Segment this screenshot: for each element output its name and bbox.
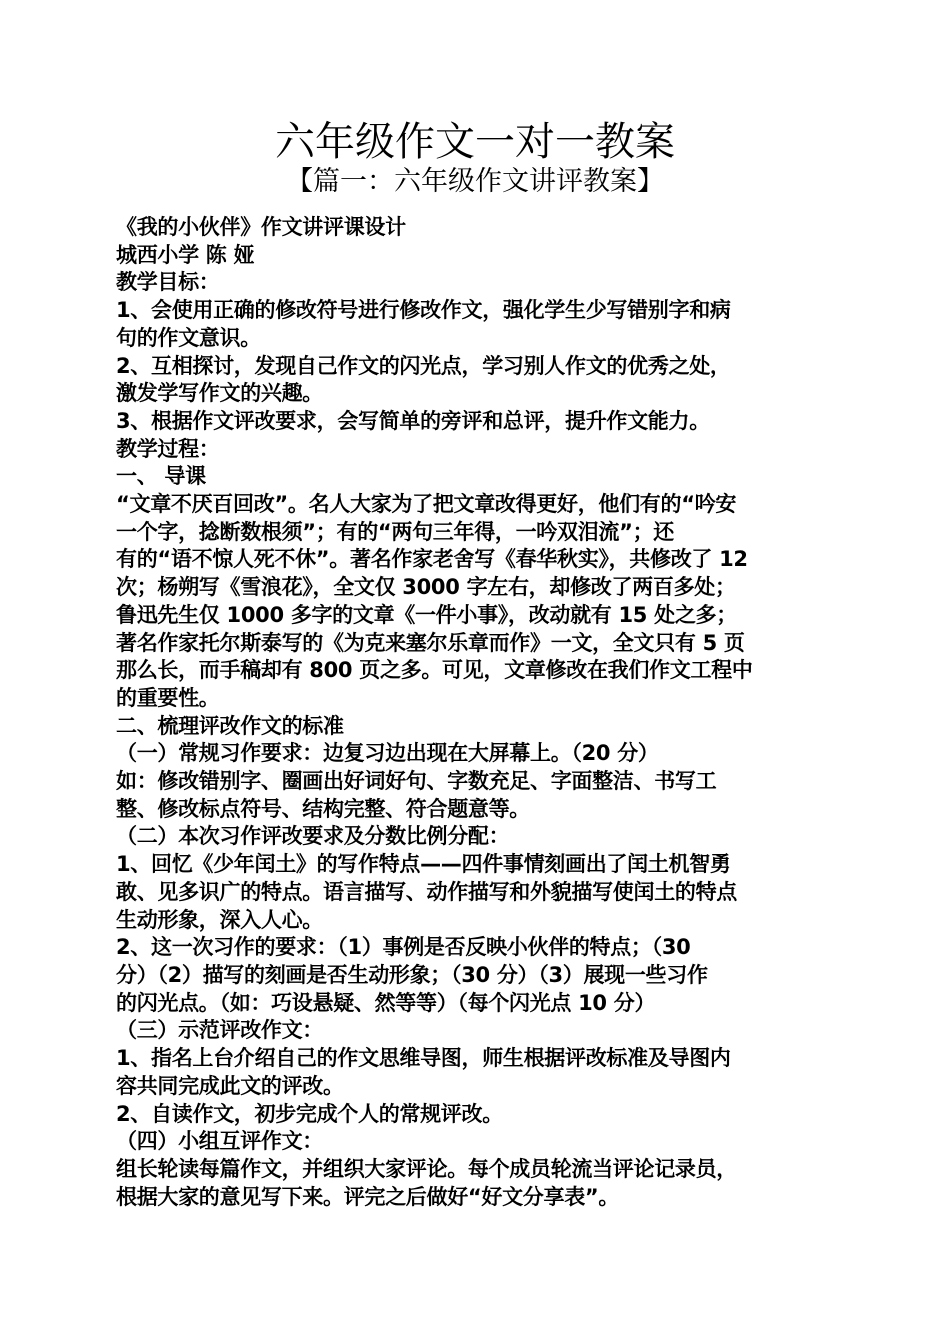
text-line: 组长轮读每篇作文，并组织大家评论。每个成员轮流当评论记录员， <box>116 1156 737 1181</box>
text-line: 整、修改标点符号、结构完整、符合题意等。 <box>116 796 530 821</box>
text-line: 那么长，而手稿却有 800 页之多。可见，文章修改在我们作文工程中 <box>116 658 753 683</box>
document-body <box>116 214 840 1211</box>
page-title: 六年级作文一对一教案 <box>275 119 675 165</box>
page-subtitle: 【篇一：六年级作文讲评教案】 <box>286 166 664 197</box>
text-line: （四）小组互评作文： <box>116 1129 323 1154</box>
text-line: 激发学写作文的兴趣。 <box>116 381 323 406</box>
text-line: 根据大家的意见写下来。评完之后做好“好文分享表”。 <box>116 1184 620 1209</box>
text-line: 容共同完成此文的评改。 <box>116 1073 344 1098</box>
text-line: 的闪光点。（如：巧设悬疑、然等等）（每个闪光点 10 分） <box>116 990 656 1015</box>
text-line: 二、梳理评改作文的标准 <box>116 713 344 738</box>
text-line: “文章不厌百回改”。名人大家为了把文章改得更好，他们有的“吟安 <box>116 492 737 517</box>
text-line: 如：修改错别字、圈画出好词好句、字数充足、字面整洁、书写工 <box>116 769 717 794</box>
text-line: 生动形象，深入人心。 <box>116 907 323 932</box>
text-line: 1、指名上台介绍自己的作文思维导图，师生根据评改标准及导图内 <box>116 1046 731 1071</box>
text-line: 3、根据作文评改要求，会写简单的旁评和总评，提升作文能力。 <box>116 408 710 433</box>
text-line: 2、互相探讨，发现自己作文的闪光点，学习别人作文的优秀之处， <box>116 353 731 378</box>
text-line: 的重要性。 <box>116 685 220 710</box>
text-line: 有的“语不惊人死不休”。著名作家老舍写《春华秋实》，共修改了 12 <box>116 547 748 572</box>
text-line: 2、这一次习作的要求：（1）事例是否反映小伙伴的特点；（30 <box>116 935 691 960</box>
text-line: 教学过程： <box>116 436 220 461</box>
text-line: （二）本次习作评改要求及分数比例分配： <box>116 824 510 849</box>
text-line: 分）（2）描写的刻画是否生动形象；（30 分）（3）展现一些习作 <box>116 962 708 987</box>
text-line: 敢、见多识广的特点。语言描写、动作描写和外貌描写使闰土的特点 <box>116 879 737 904</box>
text-line: 2、自读作文，初步完成个人的常规评改。 <box>116 1101 503 1126</box>
text-line: （三）示范评改作文： <box>116 1018 323 1043</box>
text-line: （一）常规习作要求：边复习边出现在大屏幕上。（20 分） <box>116 741 659 766</box>
text-line: 城西小学 陈 娅 <box>116 242 255 267</box>
text-line: 著名作家托尔斯泰写的《为克来塞尔乐章而作》一文，全文只有 5 页 <box>116 630 745 655</box>
text-line: 鲁迅先生仅 1000 多字的文章《一件小事》，改动就有 15 处之多； <box>116 602 737 627</box>
text-line: 《我的小伙伴》作文讲评课设计 <box>116 215 406 239</box>
text-line: 一、 导课 <box>116 464 206 489</box>
text-line: 1、回忆《少年闰土》的写作特点——四件事情刻画出了闰土机智勇 <box>116 852 731 877</box>
text-line: 一个字，捻断数根须”；有的“两句三年得，一吟双泪流”；还 <box>116 519 675 544</box>
text-line: 句的作文意识。 <box>116 325 261 350</box>
text-line: 1、会使用正确的修改符号进行修改作文，强化学生少写错别字和病 <box>116 298 731 323</box>
text-line: 次；杨朔写《雪浪花》，全文仅 3000 字左右，却修改了两百多处； <box>116 575 736 600</box>
text-line: 教学目标： <box>116 270 220 295</box>
